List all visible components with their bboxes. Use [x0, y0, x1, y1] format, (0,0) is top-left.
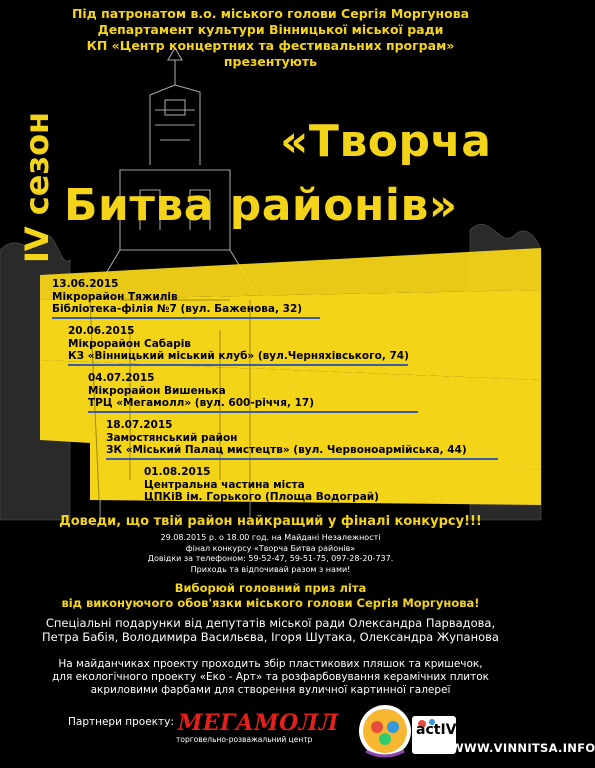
prize-info	[0, 581, 541, 610]
events-schedule	[0, 270, 541, 512]
event-venue: Бібліотека-філія №7 (вул. Баженова, 32)	[52, 303, 303, 315]
activ-logo	[412, 716, 456, 754]
header-department: Департамент культури Вінницької міської ради	[97, 22, 444, 37]
kids-logo	[356, 701, 414, 763]
header	[0, 6, 541, 70]
event-date: 20.06.2015	[68, 325, 135, 337]
event-venue: ЗК «Міський Палац мистецтв» (вул. Червоноармійська, 44)	[106, 444, 467, 456]
header-presents: презентують	[223, 54, 318, 69]
event-divider	[88, 411, 418, 413]
final-title: фінал конкурсу «Творча Битва районів»	[185, 543, 356, 553]
event-date: 18.07.2015	[106, 419, 173, 431]
final-invite: Приходь та відпочивай разом з нами!	[190, 564, 351, 574]
slogan: Доведи, що твій район найкращий у фіналі конкурсу!!!	[59, 514, 482, 529]
contact-phones: Довідки за телефоном: 59-52-47, 59-51-75, 097-28-20-737.	[147, 554, 394, 563]
title-line-2: Битва районів»	[64, 180, 458, 231]
megamoll-name: МЕГАМОЛЛ	[178, 710, 339, 736]
gifts-line-1: Спеціальні подарунки від депутатів міської ради Олександра Парвадова,	[45, 616, 496, 630]
event-district: Центральна частина міста	[144, 478, 305, 491]
event-item	[88, 372, 314, 410]
megamoll-subtitle: торговельно-розважальний центр	[176, 735, 313, 744]
title-line-1: «Творча	[280, 116, 492, 167]
event-item	[106, 419, 467, 457]
event-item	[52, 278, 302, 316]
site-watermark: WWW.VINNITSA.INFO	[451, 741, 595, 755]
event-item	[68, 325, 409, 363]
event-venue: ЦПКіВ ім. Горького (Площа Водограй)	[144, 491, 379, 503]
event-divider	[106, 458, 498, 460]
prize-line-2: від виконуючого обов'язки міського голови Сергія Моргунова!	[61, 595, 480, 610]
header-patronage: Під патронатом в.о. міського голови Сергія Моргунова	[71, 6, 470, 21]
event-district: Замостянський район	[106, 431, 238, 444]
event-item	[144, 466, 379, 504]
event-divider	[52, 317, 320, 319]
season-label	[10, 78, 60, 268]
eco-line-2: для екологічного проекту «Еко - Арт» та розфарбовування керамічних плиток	[51, 671, 490, 683]
event-date: 01.08.2015	[144, 466, 211, 478]
event-district: Мікрорайон Сабарів	[68, 337, 191, 350]
prize-line-1: Виборюй головний приз літа	[174, 581, 367, 595]
event-district: Мікрорайон Вишенька	[88, 384, 226, 397]
megamoll-logo	[172, 710, 339, 748]
final-info	[0, 533, 541, 575]
event-date: 13.06.2015	[52, 278, 119, 290]
eco-line-3: акриловими фарбами для створення вуличної картинної галереї	[90, 684, 451, 696]
event-venue: ТРЦ «Мегамолл» (вул. 600-річчя, 17)	[88, 397, 315, 409]
final-datetime: 29.08.2015 р. о 18.00 год. на Майдані Незалежності	[160, 533, 381, 542]
gifts-info	[0, 616, 541, 644]
event-divider	[68, 364, 408, 366]
activ-name: actIV	[416, 722, 457, 738]
partners-label: Партнери проекту:	[68, 716, 174, 728]
header-organizer: КП «Центр концертних та фестивальних програм»	[86, 38, 455, 53]
event-district: Мікрорайон Тяжилів	[52, 290, 178, 303]
eco-info	[0, 658, 541, 697]
event-venue: КЗ «Вінницький міський клуб» (вул.Черняхівського, 74)	[68, 350, 409, 362]
gifts-line-2: Петра Бабія, Володимира Васильєва, Ігоря Шутака, Олександра Жупанова	[42, 630, 499, 644]
season-text: IV сезон	[18, 111, 56, 263]
event-date: 04.07.2015	[88, 372, 155, 384]
eco-line-1: На майданчиках проекту проходить збір пластикових пляшок та кришечок,	[58, 658, 483, 670]
